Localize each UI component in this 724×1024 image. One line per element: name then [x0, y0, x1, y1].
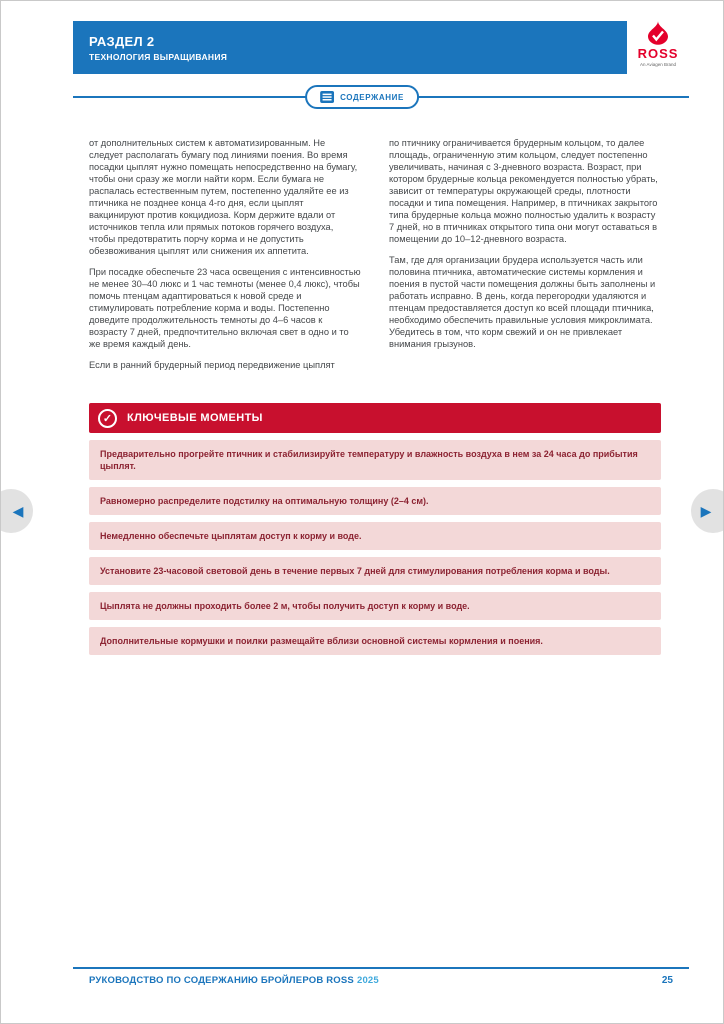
footer-divider	[73, 967, 689, 969]
page-number: 25	[661, 975, 673, 986]
key-point-item: Равномерно распределите подстилку на оптимальную толщину (2–4 см).	[89, 487, 661, 515]
paragraph: от дополнительных систем к автоматизированным. Не следует располагать бумагу под линиями поения. Во время посадки цыплят нужно помещать непосредственно на бумагу, чтобы они сразу же могли найти корм. Если бумага не распалась естественным путем, постепенно удаляйте ее из птичника не позднее конца 4-го дня, если цыплят вакцинируют против кокцидиоза. Корм держите вдали от источников тепла или прямых потоков горячего воздуха, чтобы предотвратить порчу корма и не допустить обезвоживания цыплят или снижения их аппетита.	[89, 138, 358, 256]
contents-button[interactable]	[305, 85, 419, 109]
left-column	[89, 137, 361, 371]
ross-logo	[627, 11, 689, 77]
section-subtitle: ТЕХНОЛОГИЯ ВЫРАЩИВАНИЯ	[89, 51, 228, 62]
key-points-title: КЛЮЧЕВЫЕ МОМЕНТЫ	[127, 412, 263, 424]
chevron-left-icon: ◀	[12, 503, 24, 519]
ross-tagline: An Aviagen Brand	[640, 62, 676, 67]
next-page-button[interactable]	[691, 489, 724, 533]
header-band	[73, 21, 689, 74]
key-point-item: Предварительно прогрейте птичник и стабилизируйте температуру и влажность воздуха в нем за 24 часа до прибытия цыплят.	[89, 440, 661, 480]
footer-title-text: РУКОВОДСТВО ПО СОДЕРЖАНИЮ БРОЙЛЕРОВ ROSS	[89, 975, 354, 986]
right-column	[389, 137, 661, 371]
footer-title	[89, 975, 379, 986]
check-icon: ✓	[98, 409, 117, 428]
footer	[89, 975, 673, 986]
body-text	[89, 137, 661, 371]
ross-brand-text: ROSS	[637, 46, 679, 61]
key-point-item: Установите 23-часовой световой день в течение первых 7 дней для стимулирования потребления корма и воды.	[89, 557, 661, 585]
paragraph: по птичнику ограничивается брудерным кольцом, то далее площадь, ограниченную этим кольцом, следует постепенно увеличивать, начиная с 3-дневного возраста. Возраст, при котором брудерные кольца рекомендуется полностью убрать, зависит от температуры окружающей среды, плотности посадки и типа помещения. Например, в птичниках закрытого типа брудерные кольца можно полностью удалить к возрасту 7 дней, но в птичниках открытого типа они могут оставаться в помещении до 10–12-дневного возраста.	[389, 138, 658, 244]
prev-page-button[interactable]	[0, 489, 33, 533]
chevron-right-icon: ▶	[700, 503, 712, 519]
key-point-item: Цыплята не должны проходить более 2 м, чтобы получить доступ к корму и воде.	[89, 592, 661, 620]
key-point-item: Дополнительные кормушки и поилки размещайте вблизи основной системы кормления и поения.	[89, 627, 661, 655]
key-points-section	[89, 403, 661, 655]
paragraph: Если в ранний брудерный период передвижение цыплят	[89, 360, 335, 370]
key-points-header	[89, 403, 661, 433]
ross-logo-icon	[647, 21, 669, 45]
footer-year: 2025	[356, 975, 379, 986]
paragraph: При посадке обеспечьте 23 часа освещения с интенсивностью не менее 30–40 люкс и 1 час темноты (менее 0,4 люкс), чтобы помочь птенцам адаптироваться к новой среде и стимулировать потребление корма и воды. Постепенно доведите продолжительность темноты до 4–6 часов к возрасту 7 дней, предпочтительно включая свет в одно и то же время каждый день.	[89, 267, 361, 349]
paragraph: Там, где для организации брудера используется часть или половина птичника, автоматические системы кормления и поения в пустой части помещения должны быть заполнены и работать исправно. В день, когда перегородки удаляются и птенцам предоставляется доступ ко всей площади птичника, необходимо обеспечить правильные условия микроклимата. Убедитесь в том, что корм свежий и он не привлекает внимания грызунов.	[389, 255, 656, 349]
key-point-item: Немедленно обеспечьте цыплятам доступ к корму и воде.	[89, 522, 661, 550]
menu-icon	[320, 91, 334, 103]
section-title: РАЗДЕЛ 2	[89, 33, 155, 49]
contents-button-label: СОДЕРЖАНИЕ	[340, 92, 404, 102]
